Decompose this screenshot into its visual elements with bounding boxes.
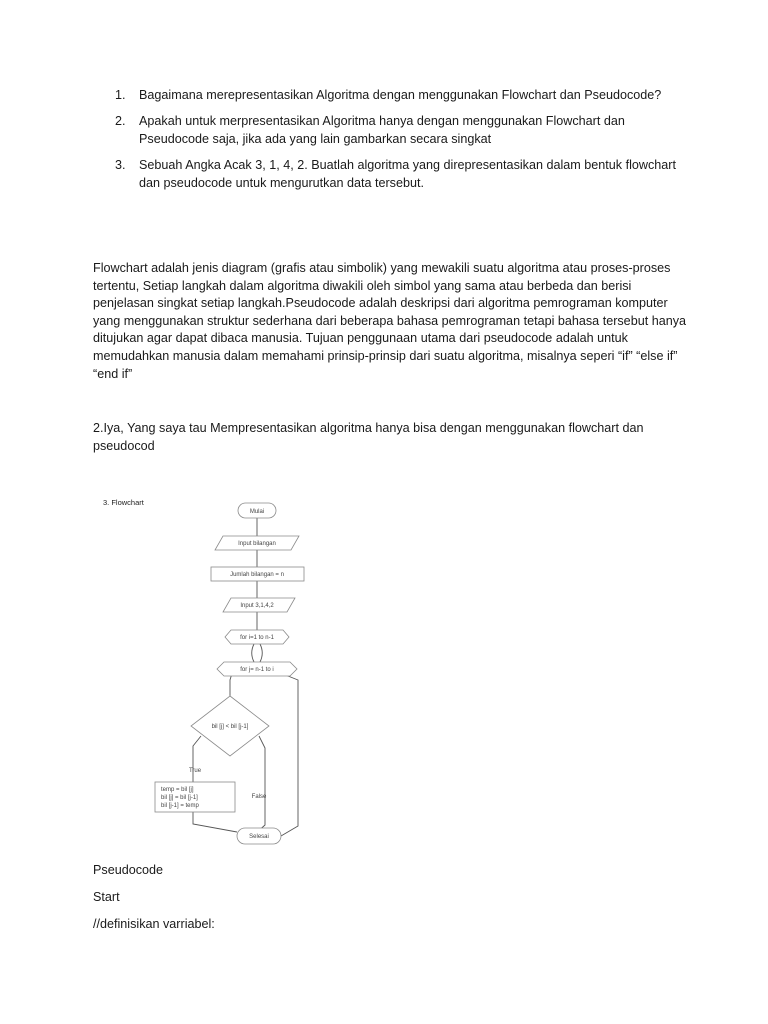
flowchart-figure xyxy=(93,490,333,850)
question-2 xyxy=(93,112,693,148)
question-number: 3. xyxy=(115,158,126,172)
answer-1-paragraph: Flowchart adalah jenis diagram (grafis atau simbolik) yang mewakili suatu algoritma atau proses-proses tertentu, Setiap langkah dalam algoritma diwakili oleh simbol yang sama atau berbeda dan berisi penjelasan singkat setiap langkah.Pseudocode adalah deskripsi dari algoritma pemrograman komputer yang menggunakan struktur sederhana dari beberapa bahasa pemrograman tetapi bahasa tersebut hanya ditujukan agar dapat dibaca manusia. Tujuan penggunaan utama dari pseudocode adalah untuk memudahkan manusia dalam memahami prinsip-prinsip dari suatu algoritma, misalnya seperi “if” “else if” “end if” xyxy=(93,261,687,381)
loop-i-label: for i=1 to n-1 xyxy=(240,635,274,641)
flowchart-svg xyxy=(93,490,333,850)
flow-connector xyxy=(193,736,201,782)
process-label: Jumlah bilangan = n xyxy=(230,572,284,578)
flow-connector xyxy=(252,644,254,662)
flow-connector xyxy=(193,812,237,832)
decision-label: bil [j] < bil [j-1] xyxy=(211,724,249,730)
question-text: Bagaimana merepresentasikan Algoritma dengan menggunakan Flowchart dan Pseudocode? xyxy=(139,88,662,102)
question-3 xyxy=(93,156,693,192)
swap-line-2: bil [j] = bil [j-1] xyxy=(161,795,198,801)
question-list xyxy=(93,86,693,200)
question-text: Sebuah Angka Acak 3, 1, 4, 2. Buatlah algoritma yang direpresentasikan dalam bentuk flowchart dan pseudocode untuk mengurutkan data tersebut. xyxy=(139,158,676,190)
flowchart-caption: 3. Flowchart xyxy=(103,498,144,507)
input-count-label: Input bilangan xyxy=(238,541,276,547)
false-label: False xyxy=(251,794,267,800)
answer-2-paragraph: 2.Iya, Yang saya tau Mempresentasikan algoritma hanya bisa dengan menggunakan flowchart dan pseudocod xyxy=(93,421,644,453)
flow-connector xyxy=(260,644,262,662)
true-label: True xyxy=(188,768,202,774)
input-values-label: Input 3,1,4,2 xyxy=(240,603,274,609)
pseudocode-heading: Pseudocode xyxy=(93,863,164,877)
pseudocode-comment: //definisikan varriabel: xyxy=(93,917,215,931)
question-text: Apakah untuk merpresentasikan Algoritma hanya dengan menggunakan Flowchart dan Pseudocode saja, jika ada yang lain gambarkan secara singkat xyxy=(139,114,625,146)
end-label: Selesai xyxy=(249,834,269,840)
start-label: Mulai xyxy=(249,509,265,515)
question-number: 1. xyxy=(115,88,126,102)
pseudocode-start: Start xyxy=(93,890,120,904)
flow-connector xyxy=(255,736,265,834)
question-1 xyxy=(93,86,693,104)
swap-line-3: bil [j-1] = temp xyxy=(161,803,199,809)
question-number: 2. xyxy=(115,114,126,128)
swap-line-1: temp = bil [j] xyxy=(161,787,194,793)
loop-j-label: for j= n-1 to i xyxy=(240,667,274,673)
flow-connector xyxy=(281,674,298,836)
